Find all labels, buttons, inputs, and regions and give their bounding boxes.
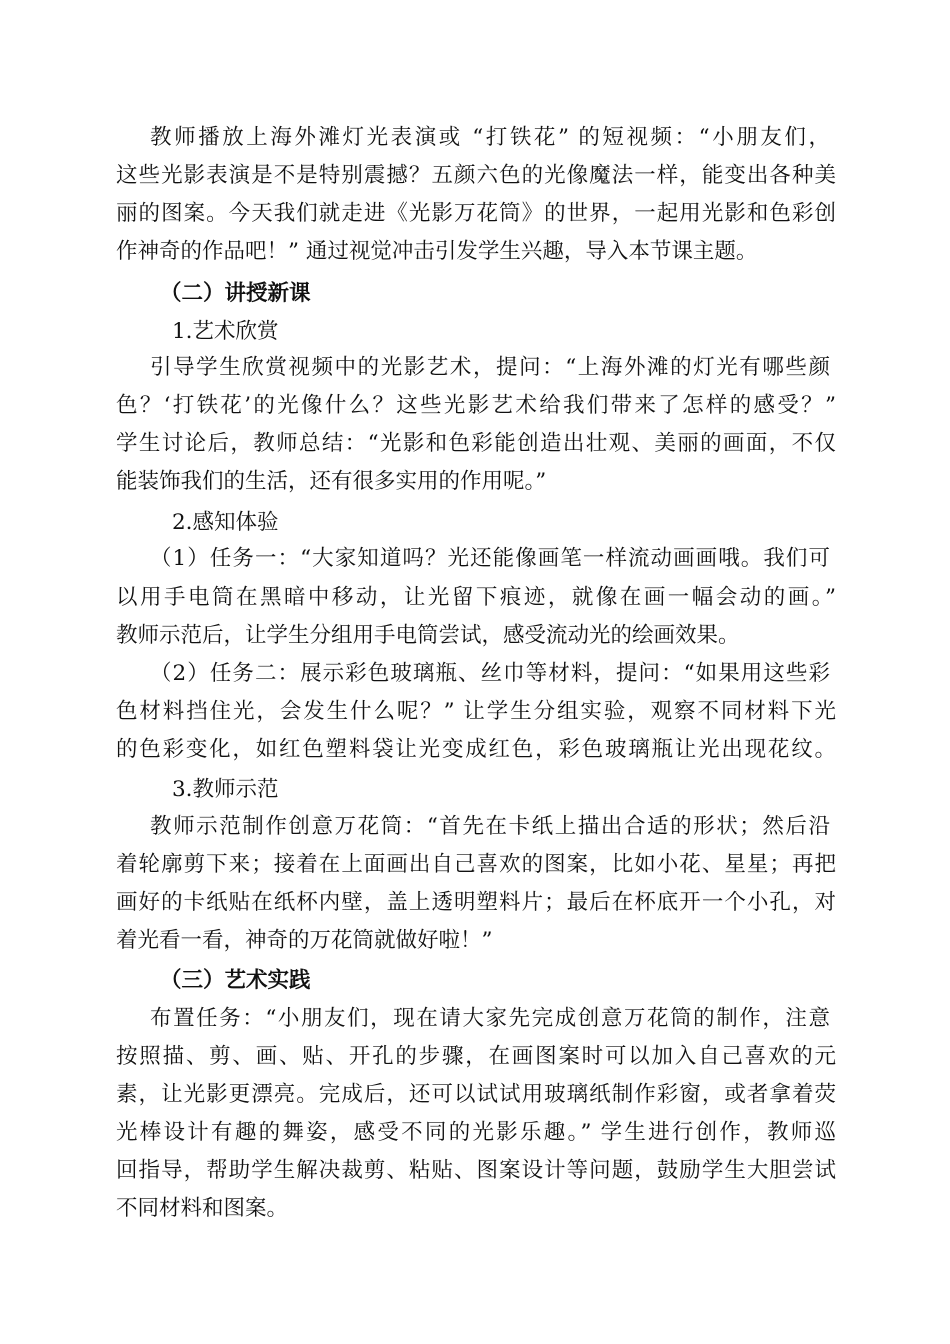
sub1-line-1: 引导学生欣赏视频中的光影艺术，提问：“上海外滩的灯光有哪些颜 — [150, 355, 830, 380]
subsection-title-3: 3.教师示范 — [172, 777, 279, 802]
sec3-line-4: 光棒设计有趣的舞姿，感受不同的光影乐趣。” 学生进行创作，教师巡 — [116, 1120, 836, 1145]
task1-line-1: （1）任务一：“大家知道吗？光还能像画笔一样流动画画哦。我们可 — [150, 546, 830, 571]
section-heading-2: （二）讲授新课 — [160, 281, 311, 306]
sub3-line-4: 着光看一看，神奇的万花筒就做好啦！” — [116, 928, 493, 953]
sub3-line-1: 教师示范制作创意万花筒：“首先在卡纸上描出合适的形状；然后沿 — [150, 814, 830, 839]
task1-line-2: 以用手电筒在黑暗中移动，让光留下痕迹，就像在画一幅会动的画。” — [116, 585, 836, 610]
sec3-line-3: 素，让光影更漂亮。完成后，还可以试试用玻璃纸制作彩窗，或者拿着荧 — [116, 1082, 836, 1107]
task2-line-2: 色材料挡住光，会发生什么呢？” 让学生分组实验，观察不同材料下光 — [116, 699, 836, 724]
task1-line-3: 教师示范后，让学生分组用手电筒尝试，感受流动光的绘画效果。 — [116, 623, 740, 648]
subsection-title-1: 1.艺术欣赏 — [172, 319, 279, 344]
intro-line-1: 教师播放上海外滩灯光表演或 “打铁花” 的短视频：“小朋友们， — [150, 125, 830, 150]
sub1-line-3: 学生讨论后，教师总结：“光影和色彩能创造出壮观、美丽的画面，不仅 — [116, 431, 836, 456]
sec3-line-6: 不同材料和图案。 — [116, 1196, 289, 1221]
intro-line-4: 作神奇的作品吧！” 通过视觉冲击引发学生兴趣，导入本节课主题。 — [116, 239, 758, 264]
intro-line-3: 丽的图案。今天我们就走进《光影万花筒》的世界，一起用光影和色彩创 — [116, 201, 836, 226]
sec3-line-5: 回指导，帮助学生解决裁剪、粘贴、图案设计等问题，鼓励学生大胆尝试 — [116, 1158, 836, 1183]
sub3-line-3: 画好的卡纸贴在纸杯内壁，盖上透明塑料片；最后在杯底开一个小孔，对 — [116, 890, 836, 915]
sec3-line-2: 按照描、剪、画、贴、开孔的步骤，在画图案时可以加入自己喜欢的元 — [116, 1044, 836, 1069]
subsection-title-2: 2.感知体验 — [172, 510, 279, 535]
sub3-line-2: 着轮廓剪下来；接着在上面画出自己喜欢的图案，比如小花、星星；再把 — [116, 852, 836, 877]
section-heading-3: （三）艺术实践 — [160, 968, 311, 993]
sub1-line-4: 能装饰我们的生活，还有很多实用的作用呢。” — [116, 469, 547, 494]
sub1-line-2: 色？‘打铁花’的光像什么？这些光影艺术给我们带来了怎样的感受？” — [116, 393, 836, 418]
task2-line-1: （2）任务二：展示彩色玻璃瓶、丝巾等材料，提问：“如果用这些彩 — [150, 661, 830, 686]
intro-line-2: 这些光影表演是不是特别震撼？五颜六色的光像魔法一样，能变出各种美 — [116, 163, 836, 188]
task2-line-3: 的色彩变化，如红色塑料袋让光变成红色，彩色玻璃瓶让光出现花纹。 — [116, 737, 836, 762]
sec3-line-1: 布置任务：“小朋友们，现在请大家先完成创意万花筒的制作，注意 — [150, 1006, 830, 1031]
